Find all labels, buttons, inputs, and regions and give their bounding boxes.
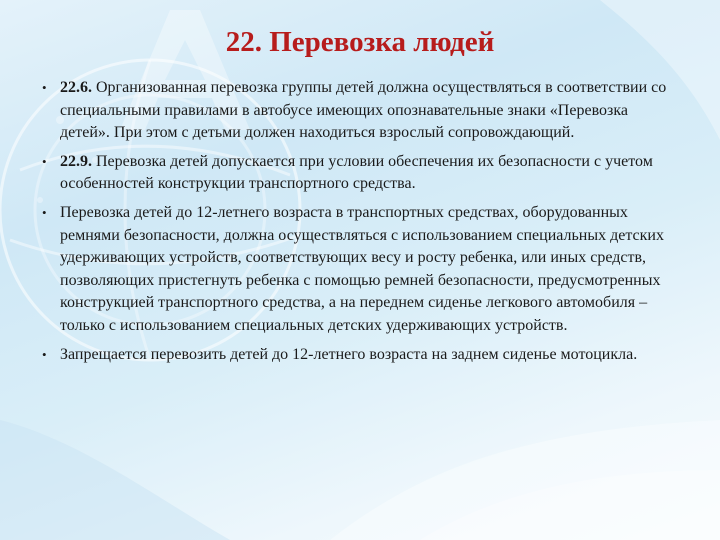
- bullet-icon: •: [42, 80, 47, 95]
- slide-title: 22. Перевозка людей: [225, 26, 495, 58]
- list-item: [40, 202, 680, 338]
- item-text: Перевозка детей допускается при условии обеспечения их безопасности с учетом особенностей конструкции транспортного средства.: [60, 152, 653, 193]
- item-text: Перевозка детей до 12-летнего возраста в транспортных средствах, оборудованных ремнями безопасности, должна осуществляться с использованием специальных детских удерживающих устройств, соответствующих весу и росту ребенка, или иных средств, позволяющих пристегнуть ребенка с помощью ремней безопасности, предусмотренных конструкцией транспортного средства, а на переднем сиденье легкового автомобиля – только с использованием специальных детских удерживающих устройств.: [60, 203, 664, 334]
- rule-number: 22.6.: [60, 79, 92, 96]
- item-text: Запрещается перевозить детей до 12-летнего возраста на заднем сиденье мотоцикла.: [60, 345, 638, 363]
- rule-number: 22.9.: [60, 152, 92, 170]
- list-item: [40, 344, 680, 367]
- item-text: Организованная перевозка группы детей должна осуществляться в соответствии со специальными правилами в автобусе имеющих опознавательные знаки «Перевозка детей». При этом с детьми должен находиться взрослый сопровождающий.: [60, 79, 667, 142]
- list-item: [40, 151, 680, 196]
- bullet-list: [40, 77, 680, 372]
- bullet-icon: •: [42, 204, 47, 220]
- list-item: [40, 77, 680, 145]
- bullet-icon: •: [42, 153, 47, 169]
- bullet-icon: •: [42, 346, 47, 362]
